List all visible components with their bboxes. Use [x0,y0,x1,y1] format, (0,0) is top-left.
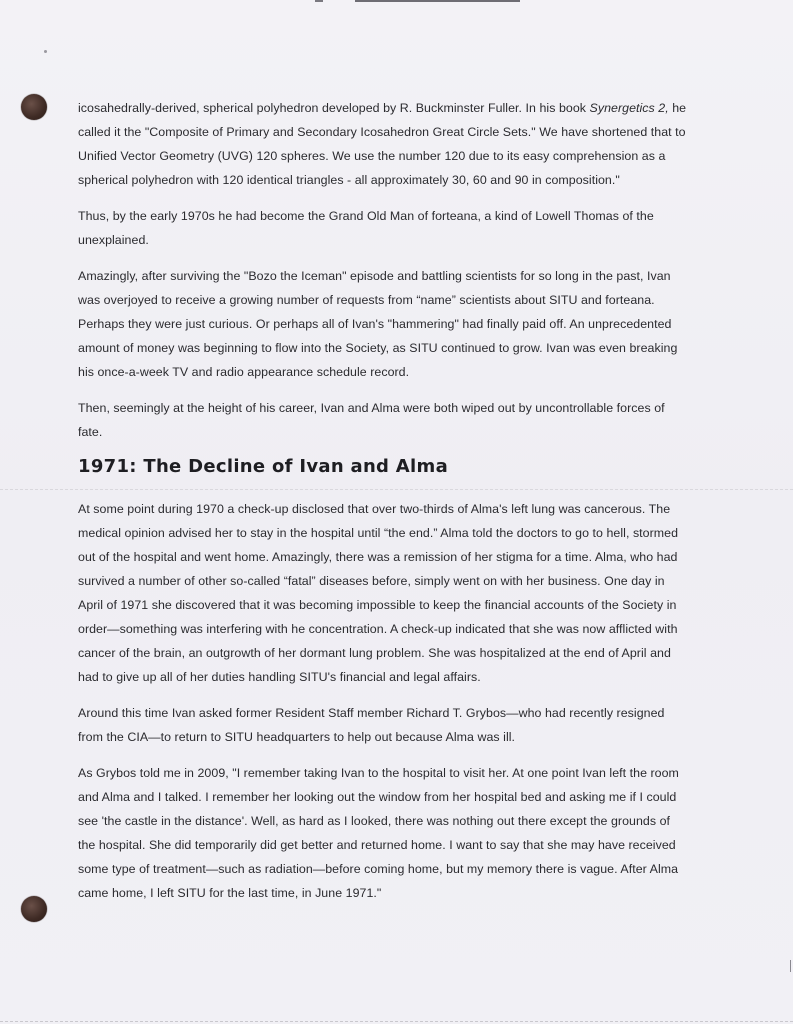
section-one [78,96,688,477]
paragraph-fuller-start: icosahedrally-derived, spherical polyhedron developed by R. Buckminster Fuller. In his book [78,101,590,115]
section-heading: 1971: The Decline of Ivan and Alma [78,456,449,477]
right-edge-mark [790,960,791,972]
top-edge-mark [315,0,323,2]
bottom-edge-rule [0,1021,793,1022]
paper-speck [44,50,47,53]
punch-hole-bottom [21,896,47,922]
top-edge-rule [355,0,520,2]
paragraph-grybos-quote: As Grybos told me in 2009, "I remember taking Ivan to the hospital to visit her. At one point Ivan left the room and Alma and I talked. I remember her looking out the window from her hospital bed and asking me if I could see 'the castle in the distance'. Well, as hard as I looked, there was nothing out there except the grounds of the hospital. She did temporarily did get better and returned home. I want to say that she may have received some type of treatment—such as radiation—before coming home, but my memory there is vague. After Alma came home, I left SITU for the last time, in June 1971." [78,766,679,900]
punch-hole-top [21,94,47,120]
paragraph-fuller [78,96,688,192]
section-two [78,497,688,917]
paragraph-grand-old-man: Thus, by the early 1970s he had become the Grand Old Man of forteana, a kind of Lowell Thomas of the unexplained. [78,209,654,247]
paragraph-forces-of-fate: Then, seemingly at the height of his career, Ivan and Alma were both wiped out by uncontrollable forces of fate. [78,401,665,439]
book-title-italic: Synergetics 2, [589,101,669,115]
paragraph-alma-illness: At some point during 1970 a check-up disclosed that over two-thirds of Alma's left lung was cancerous. The medical opinion advised her to stay in the hospital until “the end.” Alma told the doctors to go to hell, stormed out of the hospital and went home. Amazingly, there was a remission of her stigma for a time. Alma, who had survived a number of other so-called “fatal” diseases before, simply went on with her business. One day in April of 1971 she discovered that it was becoming impossible to keep the financial accounts of the Society in order—something was interfering with he concentration. A check-up indicated that she was now afflicted with cancer of the brain, an outgrowth of her dormant lung problem. She was hospitalized at the end of April and had to give up all of her duties handling SITU's financial and legal affairs. [78,502,679,684]
paragraph-bozo-iceman: Amazingly, after surviving the "Bozo the Iceman" episode and battling scientists for so long in the past, Ivan was overjoyed to receive a growing number of requests from “name” scientists about SITU and forteana. Perhaps they were just curious. Or perhaps all of Ivan's "hammering" had finally paid off. An unprecedented amount of money was beginning to flow into the Society, as SITU continued to grow. Ivan was even breaking his once-a-week TV and radio appearance schedule record. [78,269,678,379]
paragraph-fuller-end: he called it the "Composite of Primary and Secondary Icosahedron Great Circle Sets." We have shortened that to Unified Vector Geometry (UVG) 120 spheres. We use the number 120 due to its easy comprehension as a spherical polyhedron with 120 identical triangles - all approximately 30, 60 and 90 in composition." [78,101,687,187]
section-divider [0,489,793,490]
paragraph-grybos-return: Around this time Ivan asked former Resident Staff member Richard T. Grybos—who had recently resigned from the CIA—to return to SITU headquarters to help out because Alma was ill. [78,706,665,744]
